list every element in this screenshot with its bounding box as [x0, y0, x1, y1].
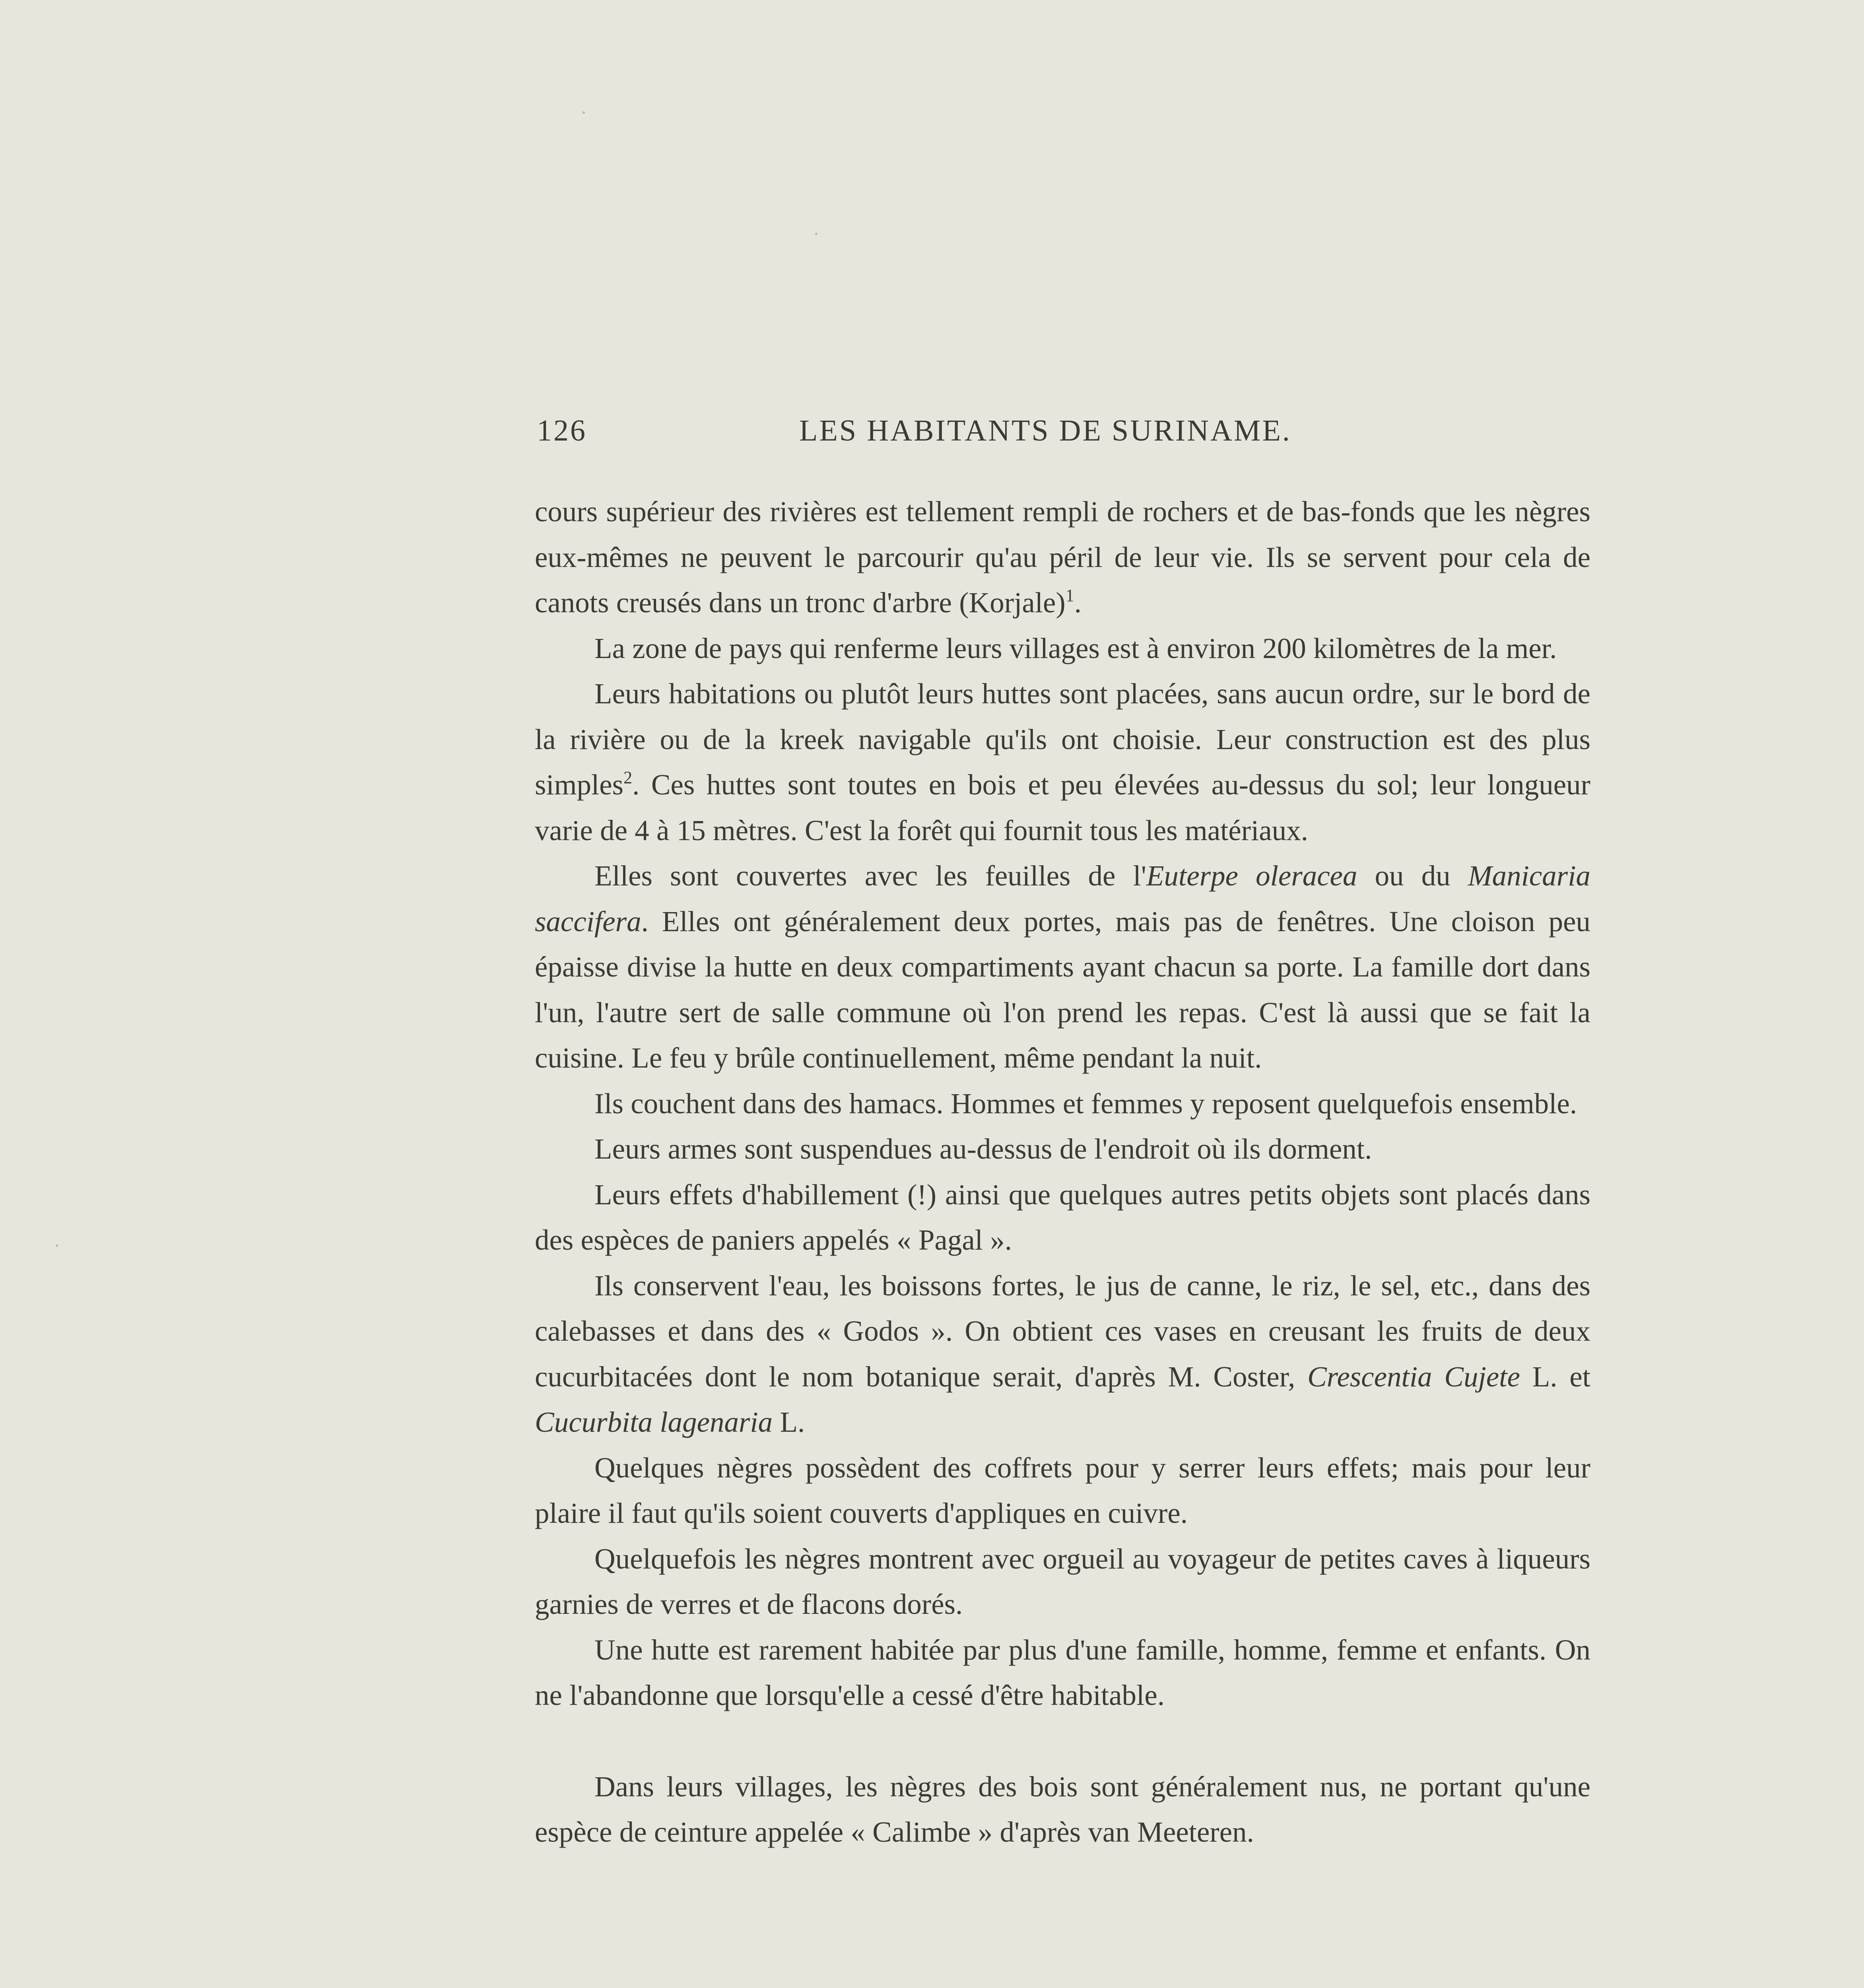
paragraph-1-end: . [1074, 586, 1082, 619]
running-title: LES HABITANTS DE SURINAME. [799, 414, 1291, 447]
species-name-euterpe: Euterpe oleracea [1146, 860, 1357, 892]
page-number: 126 [537, 414, 587, 447]
paragraph-2: La zone de pays qui renferme leurs villages est à environ 200 kilomètres de la mer. [594, 632, 1557, 664]
paragraph-4-a: Elles sont couvertes avec les feuilles de l' [594, 860, 1146, 892]
paragraph-4-c: . Elles ont généralement deux portes, mais pas de fenêtres. Une cloison peu épaisse divise la hutte en deux compartiments ayant chacun sa porte. La famille dort dans l'un, l'autre sert de salle commune où l'on prend les repas. C'est là aussi que se fait la cuisine. Le feu y brûle continuellement, même pendant la nuit. [535, 905, 1590, 1074]
paragraph-5: Ils couchent dans des hamacs. Hommes et femmes y reposent quelquefois ensemble. [594, 1087, 1577, 1120]
footnote-ref-1: 1 [1065, 586, 1074, 605]
paper-speck [815, 233, 817, 235]
paragraph-4 [535, 853, 1590, 1081]
body-text [535, 489, 1590, 1855]
paragraph-11: Une hutte est rarement habitée par plus d'une famille, homme, femme et enfants. On ne l'abandonne que lorsqu'elle a cessé d'être habitable. [535, 1633, 1590, 1711]
species-name-manicaria: Manicaria saccifera [535, 860, 1590, 938]
paragraph-8-c: L. [773, 1406, 805, 1438]
paragraph-3-b: . Ces huttes sont toutes en bois et peu élevées au-dessus du sol; leur longueur varie de 4 à 15 mètres. C'est la forêt qui fournit tous les matériaux. [535, 769, 1590, 846]
paragraph-1 [535, 489, 1590, 626]
paragraph-3 [535, 671, 1590, 853]
paragraph-12: Dans leurs villages, les nègres des bois sont généralement nus, ne portant qu'une espèce de ceinture appelée « Calimbe » d'après van Meeteren. [535, 1770, 1590, 1848]
paragraph-1-text: cours supérieur des rivières est tellement rempli de rochers et de bas-fonds que les nègres eux-mêmes ne peuvent le parcourir qu'au péril de leur vie. Ils se servent pour cela de canots creusés dans un tronc d'arbre (Korjale) [535, 495, 1590, 619]
paper-speck [582, 111, 585, 114]
paragraph-8-b: L. et [1520, 1360, 1591, 1393]
paragraph-4-b: ou du [1357, 860, 1468, 892]
paragraph-8-a: Ils conservent l'eau, les boissons fortes, le jus de canne, le riz, le sel, etc., dans des calebasses et dans des « Godos ». On obtient ces vases en creusant les fruits de deux cucurbitacées dont le nom botanique serait, d'après M. Coster, [535, 1269, 1590, 1393]
species-name-crescentia: Crescentia Cujete [1307, 1360, 1520, 1393]
paragraph-3-a: Leurs habitations ou plutôt leurs huttes sont placées, sans aucun ordre, sur le bord de la rivière ou de la kreek navigable qu'ils ont choisie. Leur construction est des plus simples [535, 678, 1590, 801]
paragraph-10: Quelquefois les nègres montrent avec orgueil au voyageur de petites caves à liqueurs garnies de verres et de flacons dorés. [535, 1542, 1590, 1620]
running-head [537, 414, 1590, 461]
paper-speck [56, 1244, 58, 1247]
paragraph-7: Leurs effets d'habillement (!) ainsi que quelques autres petits objets sont placés dans des espèces de paniers appelés « Pagal ». [535, 1178, 1590, 1256]
paragraph-8 [535, 1263, 1590, 1445]
footnote-ref-2: 2 [623, 768, 633, 787]
species-name-cucurbita: Cucurbita lagenaria [535, 1406, 773, 1438]
paragraph-6: Leurs armes sont suspendues au-dessus de l'endroit où ils dorment. [594, 1133, 1372, 1165]
paragraph-9: Quelques nègres possèdent des coffrets pour y serrer leurs effets; mais pour leur plaire il faut qu'ils soient couverts d'appliques en cuivre. [535, 1451, 1590, 1529]
